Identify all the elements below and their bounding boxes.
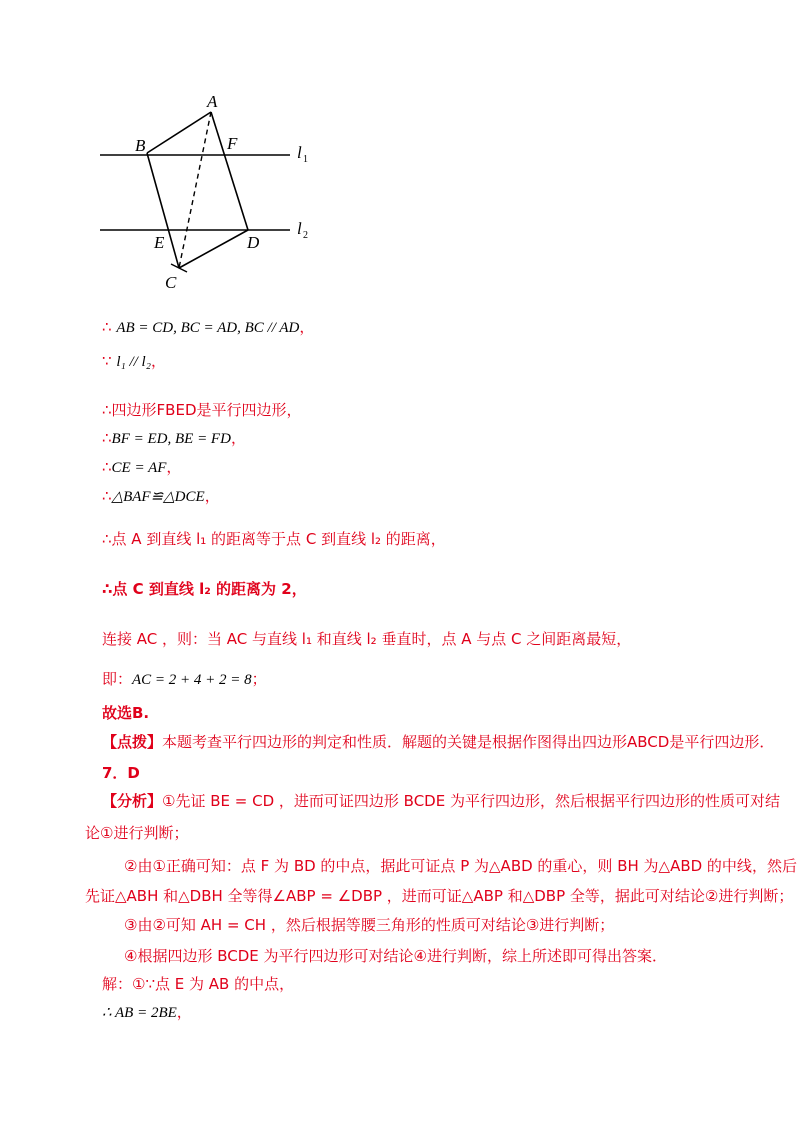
label-l1: l: [297, 143, 302, 162]
note-line: 【点拨】本题考查平行四边形的判定和性质．解题的关键是根据作图得出四边形ABCD是平行四边形．: [102, 733, 775, 751]
label-l1-sub: 1: [303, 154, 308, 165]
proof-line-8: ∴点 C 到直线 l₂ 的距离为 2，: [102, 580, 307, 598]
segment-ad: [211, 112, 248, 230]
label-c: C: [165, 273, 177, 292]
proof-line-7: ∴点 A 到直线 l₁ 的距离等于点 C 到直线 l₂ 的距离，: [102, 530, 446, 548]
answer-7: 7．D: [102, 764, 140, 782]
label-e: E: [154, 233, 165, 252]
proof-line-4: ∴BF = ED, BE = FD，: [102, 429, 246, 447]
label-b: B: [135, 136, 146, 155]
label-l2: l: [297, 219, 302, 238]
label-l2-sub: 2: [303, 230, 308, 241]
solution-line-2: ∴ AB = 2BE，: [102, 1003, 192, 1021]
analysis-line-4: 先证△ABH 和△DBH 全等得∠ABP = ∠DBP ，进而可证△ABP 和△DBP 全等，据此可对结论②进行判断；: [85, 887, 794, 905]
segment-dc: [179, 230, 248, 268]
label-f: F: [227, 134, 238, 153]
proof-line-5: ∴CE = AF，: [102, 458, 182, 476]
segment-ac-dashed: [179, 112, 211, 268]
analysis-line-3: ②由①正确可知：点 F 为 BD 的中点，据此可证点 P 为△ABD 的重心，则 BH 为△ABD 的中线，然后: [124, 857, 797, 875]
solution-line-1: 解：①∵点 E 为 AB 的中点，: [102, 975, 295, 993]
analysis-line-5: ③由②可知 AH = CH ，然后根据等腰三角形的性质可对结论③进行判断；: [124, 916, 615, 934]
label-a: A: [207, 92, 218, 111]
proof-line-1: ∴ AB = CD, BC = AD, BC // AD，: [102, 318, 315, 336]
label-d: D: [247, 233, 260, 252]
proof-line-10: 即：AC = 2 + 4 + 2 = 8；: [102, 670, 267, 688]
proof-line-6: ∴△BAF≌△DCE，: [102, 487, 220, 505]
geometry-figure: [95, 90, 325, 300]
proof-line-11: 故选B.: [102, 704, 150, 722]
analysis-line-6: ④根据四边形 BCDE 为平行四边形可对结论④进行判断，综上所述即可得出答案．: [124, 947, 667, 965]
proof-line-9: 连接 AC ，则：当 AC 与直线 l₁ 和直线 l₂ 垂直时，点 A 与点 C 之间距离最短，: [102, 630, 632, 648]
proof-line-2: ∵ l₁ // l₂，: [102, 352, 166, 370]
proof-line-3: ∴四边形FBED是平行四边形，: [102, 401, 302, 419]
analysis-line-2: 论①进行判断；: [85, 824, 189, 842]
segment-ab: [147, 112, 211, 153]
analysis-line-1: 【分析】①先证 BE = CD ，进而可证四边形 BCDE 为平行四边形，然后根据平行四边形的性质可对结: [102, 792, 780, 810]
